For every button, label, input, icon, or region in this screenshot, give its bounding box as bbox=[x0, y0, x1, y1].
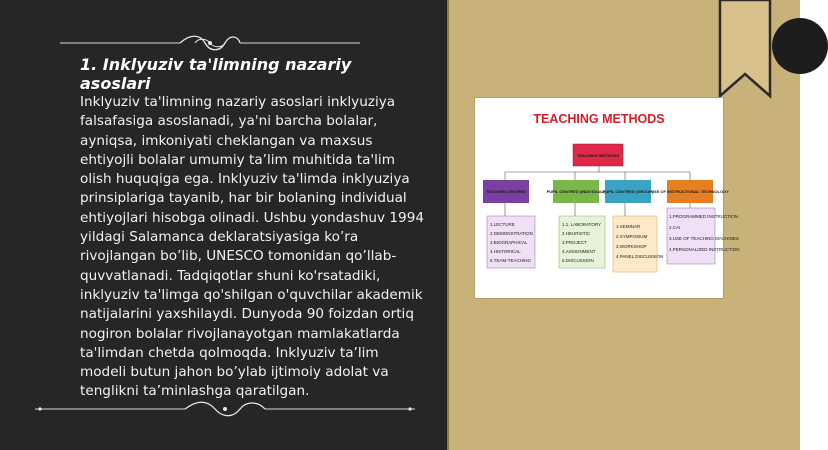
category-4-head: USE OF INSTRUCTIONAL TECHNOLOGY bbox=[651, 189, 729, 194]
item-4-2: 2.CAI bbox=[669, 225, 681, 230]
item-2-5: 5.DISCUSSION bbox=[562, 258, 594, 263]
category-1-head: TEACHER CENTRED bbox=[486, 189, 526, 194]
top-flourish-ornament bbox=[60, 34, 360, 52]
panel-divider bbox=[447, 0, 449, 450]
item-3-4: 4.PANEL DISCUSSION bbox=[616, 254, 664, 259]
item-2-1: 1.1. LABORATORY bbox=[562, 222, 602, 227]
item-4-3: 3.USE OF TEACHING MACHINES bbox=[669, 236, 739, 241]
category-2-head: PUPIL CENTRED (INDIVIDUAL) bbox=[546, 189, 606, 194]
item-1-3: 3.BIOGRAPHICAL bbox=[490, 240, 528, 245]
item-4-4: 4.PERSONALIZED INSTRUCTION bbox=[669, 247, 740, 252]
corner-decoration bbox=[772, 18, 828, 74]
item-3-2: 2.SYMPOSIUM bbox=[616, 234, 648, 239]
slide-title: 1. Inklyuziv ta'limning nazariy asoslari bbox=[80, 55, 352, 93]
item-1-1: 1.LECTURE bbox=[490, 222, 515, 227]
teaching-methods-figure bbox=[475, 98, 740, 298]
item-3-1: 1.SEMINAR bbox=[616, 224, 641, 229]
item-3-3: 3.WORKSHOP bbox=[616, 244, 647, 249]
item-2-3: 3.PROJECT bbox=[562, 240, 587, 245]
item-2-4: 4.ASSIGNMENT bbox=[562, 249, 596, 254]
item-2-2: 2.HEURISTIC bbox=[562, 231, 591, 236]
slide-body-text: Inklyuziv ta'limning nazariy asoslari inklyuziya falsafasiga asoslanadi, ya'ni barcha bolalar, ayniqsa, imkoniyati cheklangan va maxsus ehtiyojli bolalar umumiy ta’lim muhitida ta'lim olish huquqiga ega. Inklyuziv ta'limda inklyuziya prinsiplariga tayanib, har bir bolaning individual ehtiyojlari hisobga olinadi. Ushbu yondashuv 1994 yildagi Salamanca deklaratsiyasiga ko’ra rivojlangan bo’lib, UNESCO tomonidan qo’llab-quvvatlanadi. Tadqiqotlar shuni ko'rsatadiki, inklyuziv ta'limga qo'shilgan o'quvchilar akademik natijalarini yaxshilaydi. Dunyoda 90 foizdan ortiq nogiron bolalar rivojlanayotgan mamlakatlarda ta'limdan chetda qolmoqda. Inklyuziv ta’lim modeli butun jahon bo’ylab ijtimoiy adolat va tenglikni ta’minlashga qaratilgan. bbox=[80, 94, 425, 400]
image-panel bbox=[447, 0, 800, 450]
teaching-methods-diagram bbox=[475, 98, 740, 298]
bookmark-ribbon-icon bbox=[718, 0, 772, 98]
figure-title: TEACHING METHODS bbox=[533, 112, 665, 126]
item-1-4: 4.HISTORICAL bbox=[490, 249, 521, 254]
item-1-2: 2.DEMONSTRATION bbox=[490, 231, 533, 236]
root-label: TEACHING METHODS bbox=[577, 153, 619, 158]
bottom-flourish-ornament bbox=[35, 400, 415, 418]
item-4-1: 1.PROGRAMMED INSTRUCTION bbox=[669, 214, 739, 219]
item-1-5: 5.TEAM-TEACHING bbox=[490, 258, 532, 263]
category-3-head: PUPIL CENTRED (GROUP) bbox=[602, 189, 654, 194]
